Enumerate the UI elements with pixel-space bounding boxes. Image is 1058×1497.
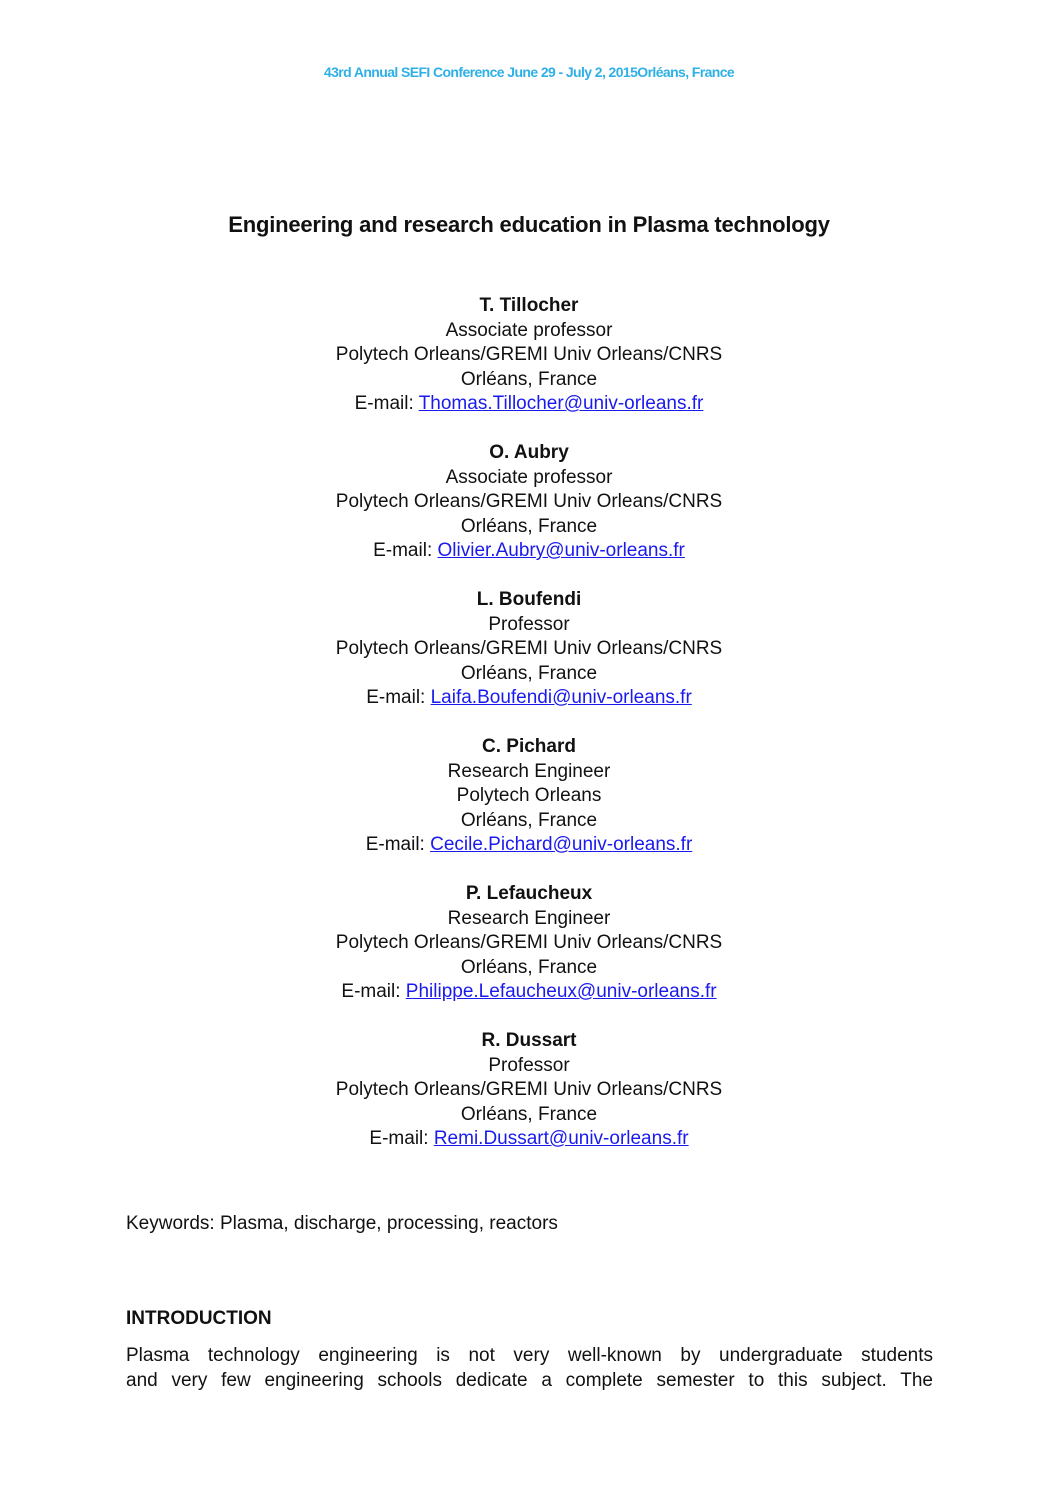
author-email-link[interactable]: Philippe.Lefaucheux@univ-orleans.fr xyxy=(405,981,717,1002)
author-block xyxy=(0,294,1058,417)
email-label: E-mail: xyxy=(365,834,431,855)
author-email-line xyxy=(0,392,1058,417)
author-affiliation: Polytech Orleans/GREMI Univ Orleans/CNRS xyxy=(335,491,723,512)
paragraph-line: and very few engineering schools dedicate a complete semester to this subject. The xyxy=(126,1369,933,1391)
author-name: P. Lefaucheux xyxy=(465,883,593,904)
author-block xyxy=(0,735,1058,858)
author-email-link[interactable]: Cecile.Pichard@univ-orleans.fr xyxy=(430,834,693,855)
author-email-link[interactable]: Remi.Dussart@univ-orleans.fr xyxy=(433,1128,689,1149)
author-email-line xyxy=(0,833,1058,858)
author-location: Orléans, France xyxy=(460,809,598,831)
author-role: Research Engineer xyxy=(447,760,611,782)
author-affiliation: Polytech Orleans/GREMI Univ Orleans/CNRS xyxy=(335,1079,723,1100)
email-label: E-mail: xyxy=(354,393,419,414)
author-block xyxy=(0,882,1058,1005)
introduction-paragraph xyxy=(126,1344,933,1393)
author-affiliation: Polytech Orleans/GREMI Univ Orleans/CNRS xyxy=(335,638,723,659)
author-email-link[interactable]: Thomas.Tillocher@univ-orleans.fr xyxy=(418,393,704,414)
email-label: E-mail: xyxy=(369,1128,434,1149)
email-label: E-mail: xyxy=(366,687,431,708)
author-name: O. Aubry xyxy=(489,442,569,463)
author-email-line xyxy=(0,980,1058,1005)
author-email-line xyxy=(0,1127,1058,1152)
author-email-line xyxy=(0,686,1058,711)
author-role: Associate professor xyxy=(445,319,613,341)
author-block xyxy=(0,1029,1058,1152)
author-block xyxy=(0,441,1058,564)
author-location: Orléans, France xyxy=(460,515,598,537)
author-role: Research Engineer xyxy=(447,907,611,929)
author-role: Professor xyxy=(488,1054,570,1076)
running-header: 43rd Annual SEFI Conference June 29 - July 2, 2015Orléans, France xyxy=(323,64,735,80)
section-heading-introduction: INTRODUCTION xyxy=(126,1308,272,1329)
author-email-link[interactable]: Laifa.Boufendi@univ-orleans.fr xyxy=(430,687,692,708)
author-list xyxy=(0,294,1058,1176)
author-affiliation: Polytech Orleans/GREMI Univ Orleans/CNRS xyxy=(335,932,723,953)
author-role: Professor xyxy=(488,613,570,635)
author-name: T. Tillocher xyxy=(479,295,579,316)
email-label: E-mail: xyxy=(341,981,406,1002)
keywords-line: Keywords: Plasma, discharge, processing, reactors xyxy=(126,1213,558,1234)
author-name: R. Dussart xyxy=(481,1030,577,1051)
email-label: E-mail: xyxy=(373,540,438,561)
author-name: C. Pichard xyxy=(482,736,576,757)
author-location: Orléans, France xyxy=(460,662,598,684)
paper-title: Engineering and research education in Plasma technology xyxy=(228,212,830,237)
author-role: Associate professor xyxy=(445,466,613,488)
author-affiliation: Polytech Orleans/GREMI Univ Orleans/CNRS xyxy=(335,344,723,365)
author-email-link[interactable]: Olivier.Aubry@univ-orleans.fr xyxy=(437,540,685,561)
paragraph-line: Plasma technology engineering is not very well-known by undergraduate students xyxy=(126,1345,933,1366)
author-name: L. Boufendi xyxy=(476,589,582,610)
author-affiliation: Polytech Orleans xyxy=(456,785,602,806)
author-email-line xyxy=(0,539,1058,564)
author-location: Orléans, France xyxy=(460,956,598,978)
author-location: Orléans, France xyxy=(460,1103,598,1125)
author-location: Orléans, France xyxy=(460,368,598,390)
author-block xyxy=(0,588,1058,711)
